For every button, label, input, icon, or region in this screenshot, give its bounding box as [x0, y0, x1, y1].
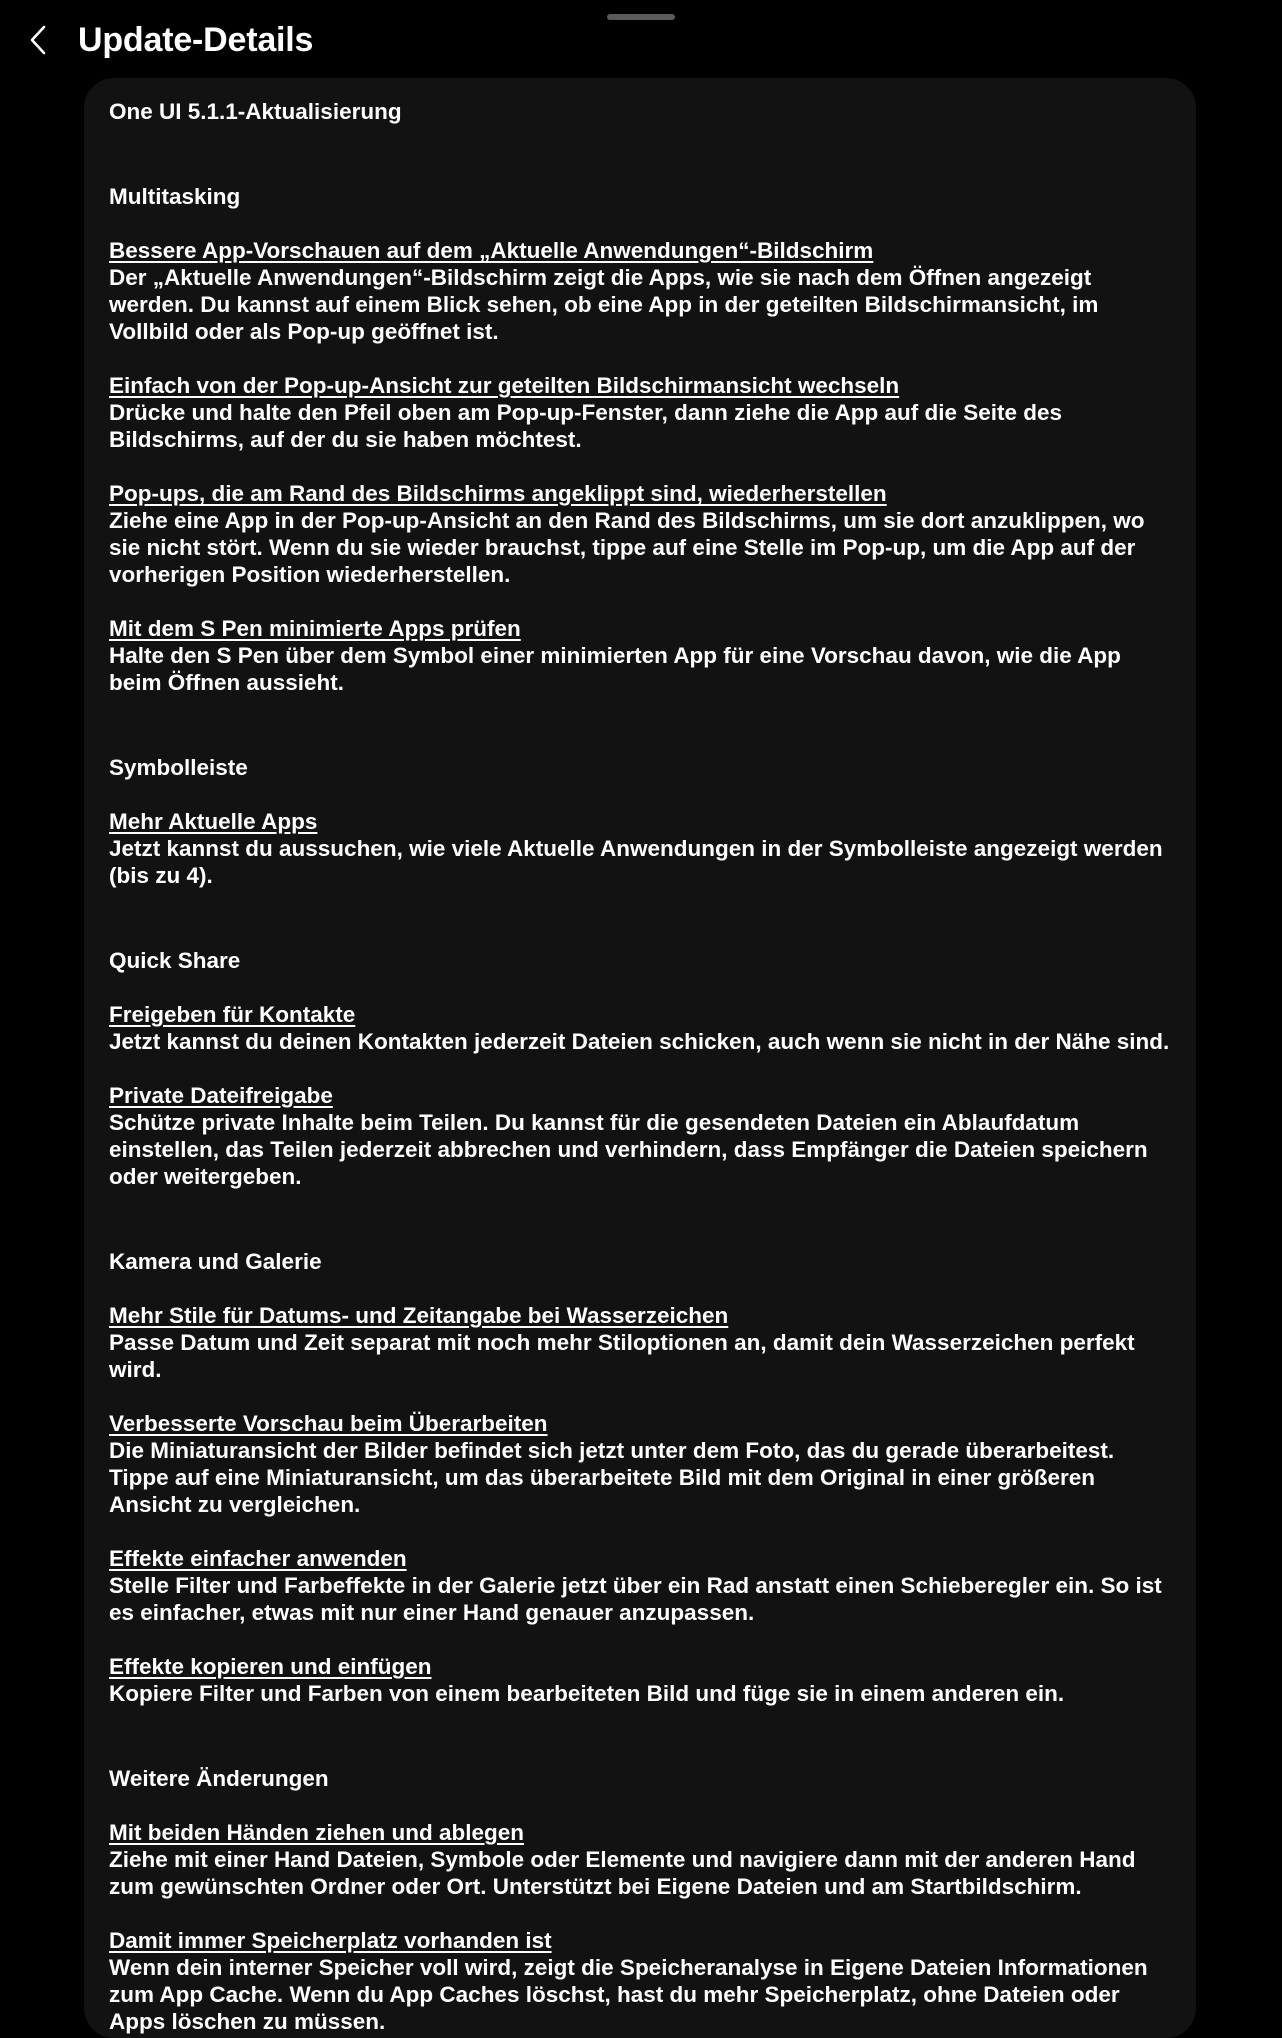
section-title: Symbolleiste — [109, 755, 248, 780]
item-description: Ziehe mit einer Hand Dateien, Symbole oder Elemente und navigiere dann mit der anderen Hand zum gewünschten Ordner oder Ort. Unterstützt bei Eigene Dateien und am Startbildschirm. — [109, 1847, 1136, 1899]
section-kamera-galerie — [109, 1248, 1179, 1707]
item-description: Die Miniaturansicht der Bilder befindet sich jetzt unter dem Foto, das du gerade überarbeitest. Tippe auf eine Miniaturansicht, um das überarbeitete Bild mit dem Original in einer größeren Ansicht zu vergleichen. — [109, 1438, 1115, 1517]
list-item — [109, 480, 1179, 588]
item-title: Mit beiden Händen ziehen und ablegen — [109, 1820, 525, 1845]
item-title: Private Dateifreigabe — [109, 1083, 333, 1108]
list-item — [109, 1653, 1179, 1707]
item-description: Kopiere Filter und Farben von einem bearbeiteten Bild und füge sie in einem anderen ein. — [109, 1681, 1065, 1706]
section-symbolleiste — [109, 754, 1179, 889]
item-description: Schütze private Inhalte beim Teilen. Du kannst für die gesendeten Dateien ein Ablaufdatum einstellen, das Teilen jederzeit abbrechen und verhindern, dass Empfänger die Dateien speichern oder weitergeben. — [109, 1110, 1148, 1189]
item-title: Mehr Aktuelle Apps — [109, 809, 318, 834]
item-title: Mehr Stile für Datums- und Zeitangabe bei Wasserzeichen — [109, 1303, 729, 1328]
list-item — [109, 1819, 1179, 1900]
list-item — [109, 1545, 1179, 1626]
list-item — [109, 1302, 1179, 1383]
list-item — [109, 237, 1179, 345]
item-title: Damit immer Speicherplatz vorhanden ist — [109, 1928, 552, 1953]
item-title: Verbesserte Vorschau beim Überarbeiten — [109, 1411, 548, 1436]
app-header — [0, 0, 1282, 80]
list-item — [109, 1410, 1179, 1518]
page-title: Update-Details — [78, 21, 314, 59]
item-description: Halte den S Pen über dem Symbol einer minimierten App für eine Vorschau davon, wie die App beim Öffnen aussieht. — [109, 643, 1121, 695]
item-title: Einfach von der Pop-up-Ansicht zur geteilten Bildschirmansicht wechseln — [109, 373, 900, 398]
section-multitasking — [109, 183, 1179, 696]
section-weitere-aenderungen — [109, 1765, 1179, 2035]
item-title: Mit dem S Pen minimierte Apps prüfen — [109, 616, 521, 641]
item-title: Freigeben für Kontakte — [109, 1002, 356, 1027]
item-title: Bessere App-Vorschauen auf dem „Aktuelle Anwendungen“-Bildschirm — [109, 238, 874, 263]
item-title: Pop-ups, die am Rand des Bildschirms angeklippt sind, wiederherstellen — [109, 481, 887, 506]
list-item — [109, 1001, 1179, 1055]
item-description: Passe Datum und Zeit separat mit noch mehr Stiloptionen an, damit dein Wasserzeichen perfekt wird. — [109, 1330, 1135, 1382]
update-details-card[interactable] — [84, 78, 1196, 2038]
list-item — [109, 1082, 1179, 1190]
list-item — [109, 808, 1179, 889]
version-title: One UI 5.1.1-Aktualisierung — [109, 99, 402, 124]
item-description: Stelle Filter und Farbeffekte in der Galerie jetzt über ein Rad anstatt einen Schieberegler ein. So ist es einfacher, etwas mit nur einer Hand genauer anzupassen. — [109, 1573, 1162, 1625]
item-description: Drücke und halte den Pfeil oben am Pop-up-Fenster, dann ziehe die App auf die Seite des Bildschirms, auf der du sie haben möchtest. — [109, 400, 1063, 452]
item-description: Jetzt kannst du aussuchen, wie viele Aktuelle Anwendungen in der Symbolleiste angezeigt werden (bis zu 4). — [109, 836, 1163, 888]
section-quick-share — [109, 947, 1179, 1190]
section-title: Quick Share — [109, 948, 241, 973]
update-notes — [109, 98, 1179, 2035]
item-title: Effekte einfacher anwenden — [109, 1546, 407, 1571]
chevron-left-icon — [27, 23, 49, 57]
list-item — [109, 372, 1179, 453]
item-description: Der „Aktuelle Anwendungen“-Bildschirm zeigt die Apps, wie sie nach dem Öffnen angezeigt werden. Du kannst auf einem Blick sehen, ob eine App in der geteilten Bildschirmansicht, im Vollbild oder als Pop-up geöffnet ist. — [109, 265, 1099, 344]
section-title: Multitasking — [109, 184, 241, 209]
list-item — [109, 1927, 1179, 2035]
list-item — [109, 615, 1179, 696]
item-title: Effekte kopieren und einfügen — [109, 1654, 432, 1679]
item-description: Ziehe eine App in der Pop-up-Ansicht an den Rand des Bildschirms, um sie dort anzuklippen, wo sie nicht stört. Wenn du sie wieder brauchst, tippe auf eine Stelle im Pop-up, um die App auf der vorherigen Position wiederherstellen. — [109, 508, 1145, 587]
section-title: Kamera und Galerie — [109, 1249, 322, 1274]
item-description: Jetzt kannst du deinen Kontakten jederzeit Dateien schicken, auch wenn sie nicht in der Nähe sind. — [109, 1029, 1170, 1054]
item-description: Wenn dein interner Speicher voll wird, zeigt die Speicheranalyse in Eigene Dateien Informationen zum App Cache. Wenn du App Caches löschst, hast du mehr Speicherplatz, ohne Dateien oder Apps löschen zu müssen. — [109, 1955, 1148, 2034]
back-button[interactable] — [18, 20, 58, 60]
section-title: Weitere Änderungen — [109, 1766, 329, 1791]
